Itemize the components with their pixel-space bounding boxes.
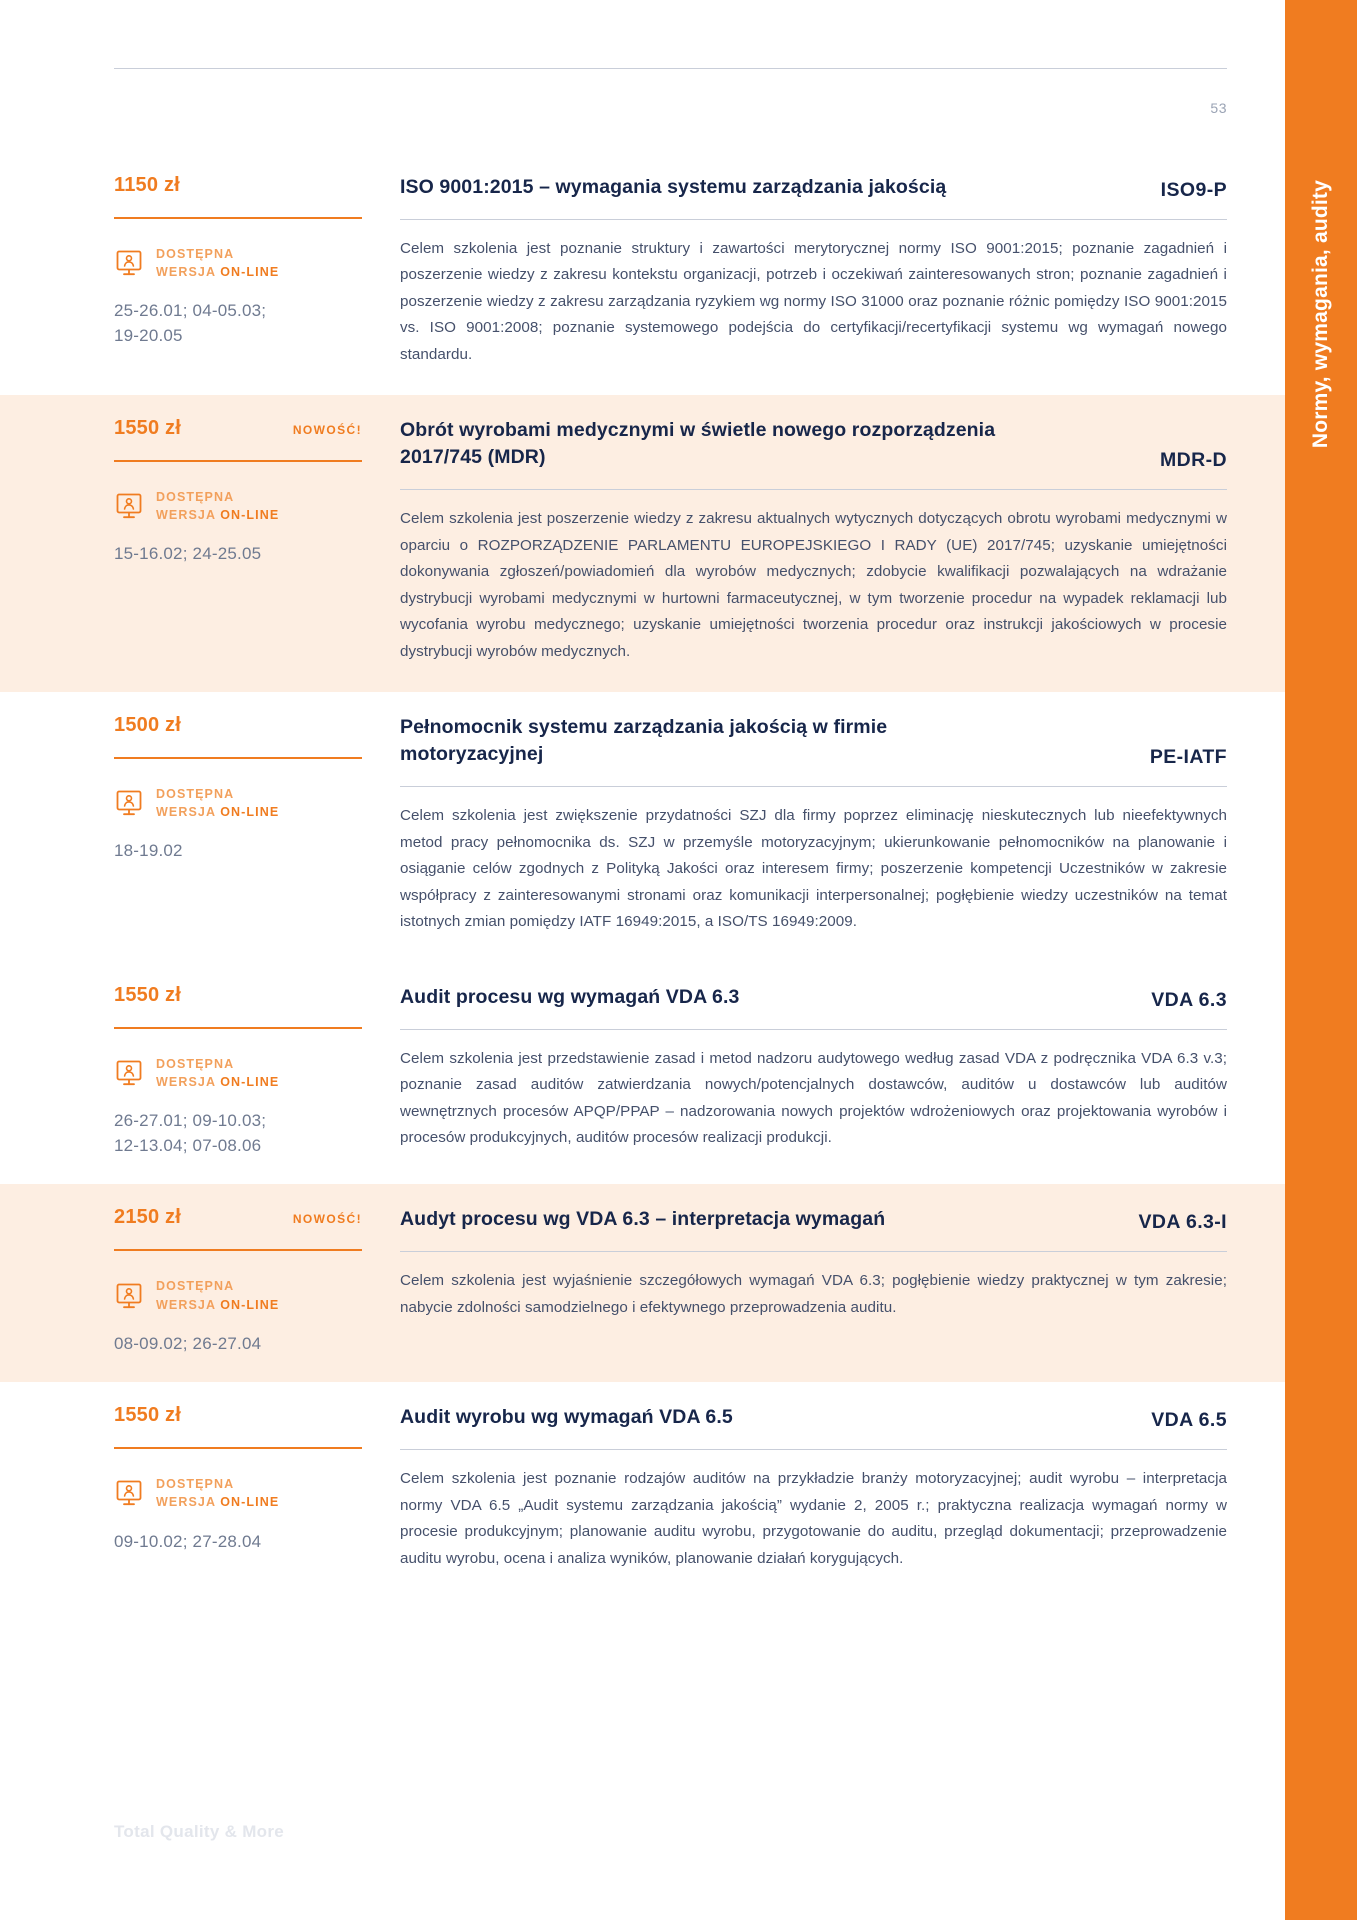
price-line [114,417,400,440]
course-price: 1150 zł [114,174,180,196]
online-availability-label [156,488,279,524]
online-label-line2-strong: ON-LINE [220,1297,280,1312]
online-label-line1: DOSTĘPNA [156,1279,235,1294]
title-divider [400,1029,1227,1030]
online-monitor-person-icon [114,1281,144,1311]
online-monitor-person-icon [114,248,144,278]
section-side-tab-label: Normy, wymagania, audity [1309,180,1332,449]
course-dates [114,542,400,567]
online-monitor-person-icon [114,1058,144,1088]
course-date-line: 08-09.02; 26-27.04 [114,1333,262,1353]
course-dates [114,1332,400,1357]
course-meta-column [0,417,400,666]
title-divider [400,786,1227,787]
course-date-line: 25-26.01; 04-05.03; [114,301,267,321]
course-meta-column [0,984,400,1159]
course-code: PE-IATF [1149,745,1227,768]
course-title: Pełnomocnik systemu zarządzania jakością w firmie motoryzacyjnej [400,715,888,766]
online-monitor-person-icon [114,491,144,521]
online-availability [114,785,400,821]
course-date-line: 15-16.02; 24-25.05 [114,543,262,563]
section-side-tab [1285,0,1357,1920]
course-title: Audit procesu wg wymagań VDA 6.3 [400,985,740,1008]
online-label-line2-strong: ON-LINE [220,1495,280,1510]
price-divider [114,1027,362,1029]
price-divider [114,1447,362,1449]
online-label-line2-prefix: WERSJA [156,804,221,819]
course-code: VDA 6.3 [1151,988,1227,1011]
online-label-line2-prefix: WERSJA [156,507,221,522]
course-title-line [400,714,1227,769]
online-availability [114,1055,400,1091]
course-date-line: 18-19.02 [114,840,183,860]
course-title-line [400,417,1227,472]
price-line [114,984,400,1007]
page-number: 53 [1210,100,1227,116]
online-label-line2-strong: ON-LINE [220,265,280,280]
course-dates [114,299,400,348]
online-availability [114,245,400,281]
online-label-line1: DOSTĘPNA [156,1477,235,1492]
online-label-line1: DOSTĘPNA [156,786,235,801]
online-label-line2-prefix: WERSJA [156,1075,221,1090]
course-title-line [400,1404,1227,1432]
course-dates [114,1109,400,1158]
course-price: 2150 zł [114,1206,182,1229]
online-availability-label [156,1055,279,1091]
online-label-line2-strong: ON-LINE [220,507,280,522]
online-label-line2-prefix: WERSJA [156,1297,221,1312]
online-availability-label [156,785,279,821]
course-title-line [400,1206,1227,1234]
course-detail-column [400,714,1285,936]
title-divider [400,1251,1227,1252]
online-availability [114,1475,400,1511]
course-meta-column [0,174,400,369]
course-title: ISO 9001:2015 – wymagania systemu zarządzania jakością [400,176,947,198]
online-availability [114,488,400,524]
course-date-line: 19-20.05 [114,325,183,345]
title-divider [400,219,1227,220]
header-divider [114,68,1227,69]
course-date-line: 09-10.02; 27-28.04 [114,1531,262,1551]
course-row [0,692,1285,962]
price-divider [114,1249,362,1251]
price-line [114,1206,400,1229]
course-dates [114,839,400,864]
course-description: Celem szkolenia jest zwiększenie przydatności SZJ dla firmy poprzez eliminację nieskutecznych lub nieefektywnych metod pracy pełnomocnika ds. SZJ w przemyśle motoryzacyjnym; ukierunkowanie pełnomocników na planowanie i osiąganie celów zgodnych z Polityką Jakości oraz interesem firmy; poszerzenie kompetencji Uczestników w zakresie współpracy z zainteresowanymi stronami oraz komunikacji interpersonalnej; pogłębienie wiedzy uczestników na temat istotnych zmian pomiędzy IATF 16949:2015, a ISO/TS 16949:2009. [400,806,1227,931]
course-code: VDA 6.3-I [1138,1211,1227,1234]
course-row [0,1184,1285,1382]
course-code: VDA 6.5 [1151,1409,1227,1432]
course-title: Obrót wyrobami medycznymi w świetle nowego rozporządzenia 2017/745 (MDR) [400,418,996,469]
course-meta-column [0,714,400,936]
course-price: 1550 zł [114,1404,182,1427]
title-divider [400,1449,1227,1450]
online-label-line1: DOSTĘPNA [156,247,235,261]
new-badge: NOWOŚĆ! [292,422,362,437]
course-dates [114,1530,400,1555]
course-row [0,152,1285,395]
course-description: Celem szkolenia jest poznanie struktury i zawartości merytorycznej normy ISO 9001:2015; poznanie zagadnień i poszerzenie wiedzy z zakresu kontekstu organizacji, potrzeb i oczekiwań zainteresowanych stron; poznanie zagadnień i poszerzenie wiedzy z zakresu zarządzania ryzykiem wg normy ISO 31000 oraz poznanie różnic pomiędzy ISO 9001:2015 vs. ISO 9001:2008; poznanie systemowego podejścia do certyfikacji/recertyfikacji systemu wg wymagań nowego standardu. [400,239,1227,364]
course-title: Audyt procesu wg VDA 6.3 – interpretacja wymagań [400,1208,886,1231]
course-title-line [400,174,1227,202]
course-row [0,395,1285,692]
course-code: ISO9-P [1160,178,1227,201]
course-description: Celem szkolenia jest poszerzenie wiedzy z zakresu aktualnych wytycznych dotyczących obrotu wyrobami medycznymi w oparciu o ROZPORZĄDZENIE PARLAMENTU EUROPEJSKIEGO I RADY (UE) 2017/745; uzyskanie umiejętności dokonywania zgłoszeń/powiadomień dla wyrobów medycznych; zdobycie kwalifikacji pozwalających na wdrażanie dystrybucji wyrobami medycznymi w hurtowni farmaceutycznej, w tym tworzenie procedur na wypadek reklamacji lub wycofania wyrobu medycznego; uzyskanie umiejętności tworzenia procedur oraz instrukcji jakościowych w procesie dystrybucji wyrobów medycznych. [400,510,1227,660]
price-line [114,1404,400,1427]
title-divider [400,489,1227,490]
course-detail-column [400,1404,1285,1572]
course-detail-column [400,417,1285,666]
new-badge: NOWOŚĆ! [292,1212,362,1227]
course-price: 1550 zł [114,416,182,439]
course-description: Celem szkolenia jest wyjaśnienie szczegółowych wymagań VDA 6.3; pogłębienie wiedzy praktycznej w tym zakresie; nabycie zdolności samodzielnego i efektywnego przeprowadzenia auditu. [400,1272,1227,1316]
price-line [114,714,400,737]
course-date-line: 12-13.04; 07-08.06 [114,1135,262,1155]
footer-brand: Total Quality & More [114,1822,285,1841]
course-title-line [400,984,1227,1012]
online-monitor-person-icon [114,1478,144,1508]
course-detail-column [400,984,1285,1159]
course-price: 1550 zł [114,983,182,1006]
online-availability-label [156,1475,279,1511]
online-availability-label [156,1277,279,1313]
online-label-line1: DOSTĘPNA [156,1056,235,1071]
course-description: Celem szkolenia jest przedstawienie zasad i metod nadzoru audytowego według zasad VDA z podręcznika VDA 6.3 v.3; poznanie zasad auditów zatwierdzania nowych/potencjalnych dostawców, auditów u dostawców lub auditów wewnętrznych procesów APQP/PPAP – nadzorowania nowych projektów wdrożeniowych oraz projektowania wyrobów i procesów produkcyjnych, auditów procesów realizacji produkcji. [400,1049,1227,1147]
course-description: Celem szkolenia jest poznanie rodzajów auditów na przykładzie branży motoryzacyjnej; audit wyrobu – interpretacja normy VDA 6.5 „Audit systemu zarządzania jakością” wydanie 2, 2005 r.; praktyczna realizacja wymagań normy w procesie produkcyjnym; planowanie auditu wyrobu, przygotowanie do auditu, przegląd dokumentacji; przeprowadzenie auditu wyrobu, ocena i analiza wyników, planowanie działań korygujących. [400,1470,1227,1567]
course-detail-column [400,1206,1285,1356]
course-list [0,152,1285,1598]
course-detail-column [400,174,1285,369]
price-line [114,174,400,197]
course-price: 1500 zł [114,713,182,736]
online-label-line1: DOSTĘPNA [156,489,235,504]
course-meta-column [0,1404,400,1572]
online-monitor-person-icon [114,788,144,818]
online-availability [114,1277,400,1313]
online-label-line2-prefix: WERSJA [156,265,221,280]
online-label-line2-strong: ON-LINE [220,1075,280,1090]
course-meta-column [0,1206,400,1356]
course-date-line: 26-27.01; 09-10.03; [114,1111,267,1131]
course-row [0,962,1285,1185]
course-row [0,1382,1285,1598]
online-availability-label [156,245,279,281]
price-divider [114,460,362,462]
online-label-line2-prefix: WERSJA [156,1495,221,1510]
online-label-line2-strong: ON-LINE [220,804,280,819]
price-divider [114,757,362,759]
course-title: Audit wyrobu wg wymagań VDA 6.5 [400,1406,733,1429]
price-divider [114,217,362,219]
course-code: MDR-D [1160,449,1227,472]
